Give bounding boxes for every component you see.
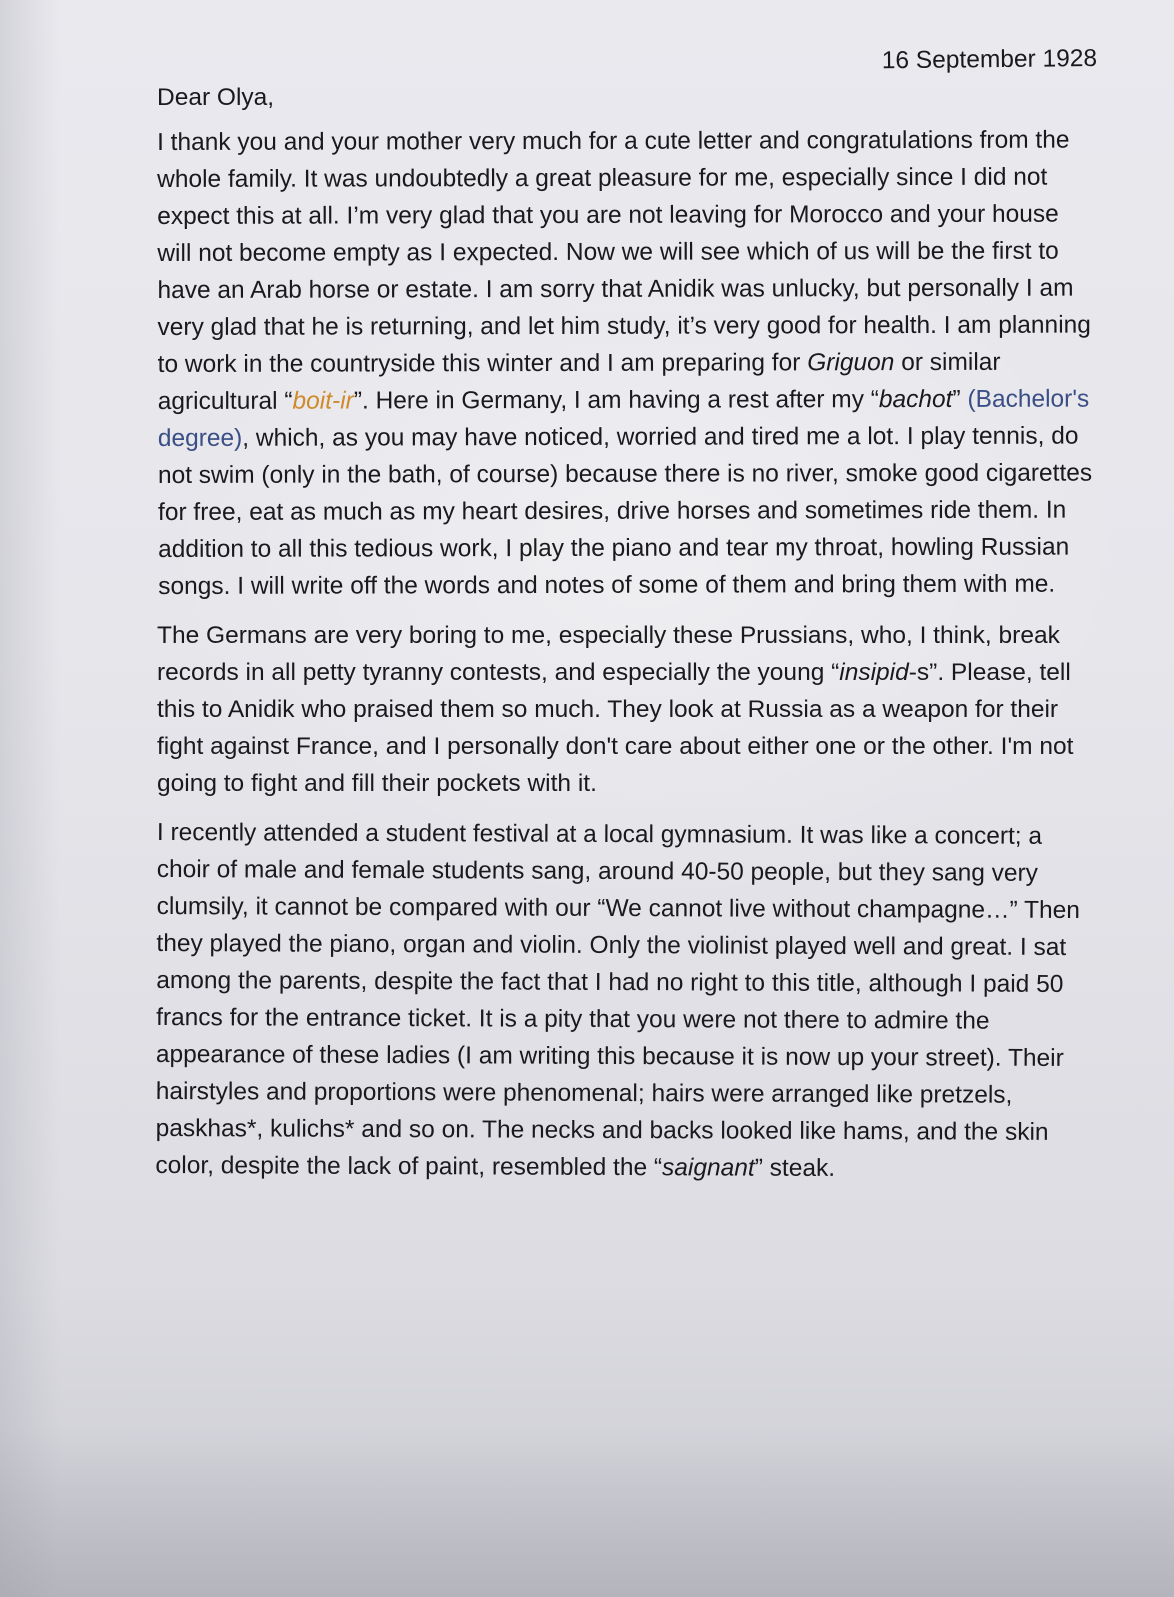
paragraph-2-text-b: -s”. Please, tell this to Anidik who praised them so much. They look at Russia as a weapon for their fight against France, and I personally don't care about either one or the other. I'm not going to fight and fill their pockets with it.	[157, 659, 1074, 797]
page-shadow-left	[0, 0, 60, 1597]
paragraph-3-text-a: I recently attended a student festival at a local gymnasium. It was like a concert; a choir of male and female students sang, around 40-50 people, but they sang very clumsily, it cannot be compared with our “We cannot live without champagne…” Then they played the piano, organ and violin. Only the violinist played well and great. I sat among the parents, despite the fact that I had no right to this title, although I paid 50 francs for the entrance ticket. It is a pity that you were not there to admire the appearance of these ladies (I am writing this because it is now up your street). Their hairstyles and proportions were phenomenal; hairs were arranged like pretzels, paskhas*, kulichs* and so on. The necks and backs looked like hams, and the skin color, despite the lack of paint, resembled the “	[155, 818, 1080, 1182]
letter-salutation: Dear Olya,	[157, 84, 275, 111]
paragraph-2-text-a: The Germans are very boring to me, especially these Prussians, who, I think, break records in all petty tyranny contests, and especially the young “	[157, 622, 1060, 686]
paragraph-1-text-a: I thank you and your mother very much for a cute letter and congratulations from the whole family. It was undoubtedly a great pleasure for me, especially since I did not expect this at all. I’m very glad that you are not leaving for Morocco and your house will not become empty as I expected. Now we will see which of us will be the first to have an Arab horse or estate. I am sorry that Anidik was unlucky, but personally I am very glad that he is returning, and let him study, it’s very good for health. I am planning to work in the countryside this winter and I am preparing for	[157, 126, 1091, 378]
paragraph-3-text-b: ” steak.	[754, 1154, 836, 1182]
paragraph-1-text-c: ”. Here in Germany, I am having a rest after my “	[353, 386, 879, 415]
paragraph-2	[157, 617, 1097, 802]
letter-body	[157, 40, 1097, 1196]
paragraph-1-text-b: or similar agricultural “	[157, 348, 1001, 415]
term-insipid: insipid	[839, 659, 909, 686]
term-saignant: saignant	[662, 1154, 755, 1182]
term-bachot: bachot	[878, 385, 953, 414]
paragraph-1-text-d: ”	[952, 385, 968, 413]
term-griguon: Griguon	[807, 349, 895, 377]
letter-date: 16 September 1928	[881, 45, 1098, 75]
annotation-boit-ir: boit-ir	[292, 387, 354, 415]
paragraph-1-text-e: , which, as you may have noticed, worried and tired me a lot. I play tennis, do not swim (only in the bath, of course) because there is no river, smoke good cigarettes for free, eat as much as my heart desires, drive horses and sometimes ride them. In addition to all this tedious work, I play the piano and tear my throat, howling Russian songs. I will write off the words and notes of some of them and bring them with me.	[157, 422, 1093, 600]
paragraph-1	[157, 122, 1098, 605]
page-shadow-bottom	[0, 1427, 1174, 1597]
paragraph-3	[155, 814, 1097, 1188]
annotation-bachelor-degree: (Bachelor's degree)	[157, 385, 1090, 452]
